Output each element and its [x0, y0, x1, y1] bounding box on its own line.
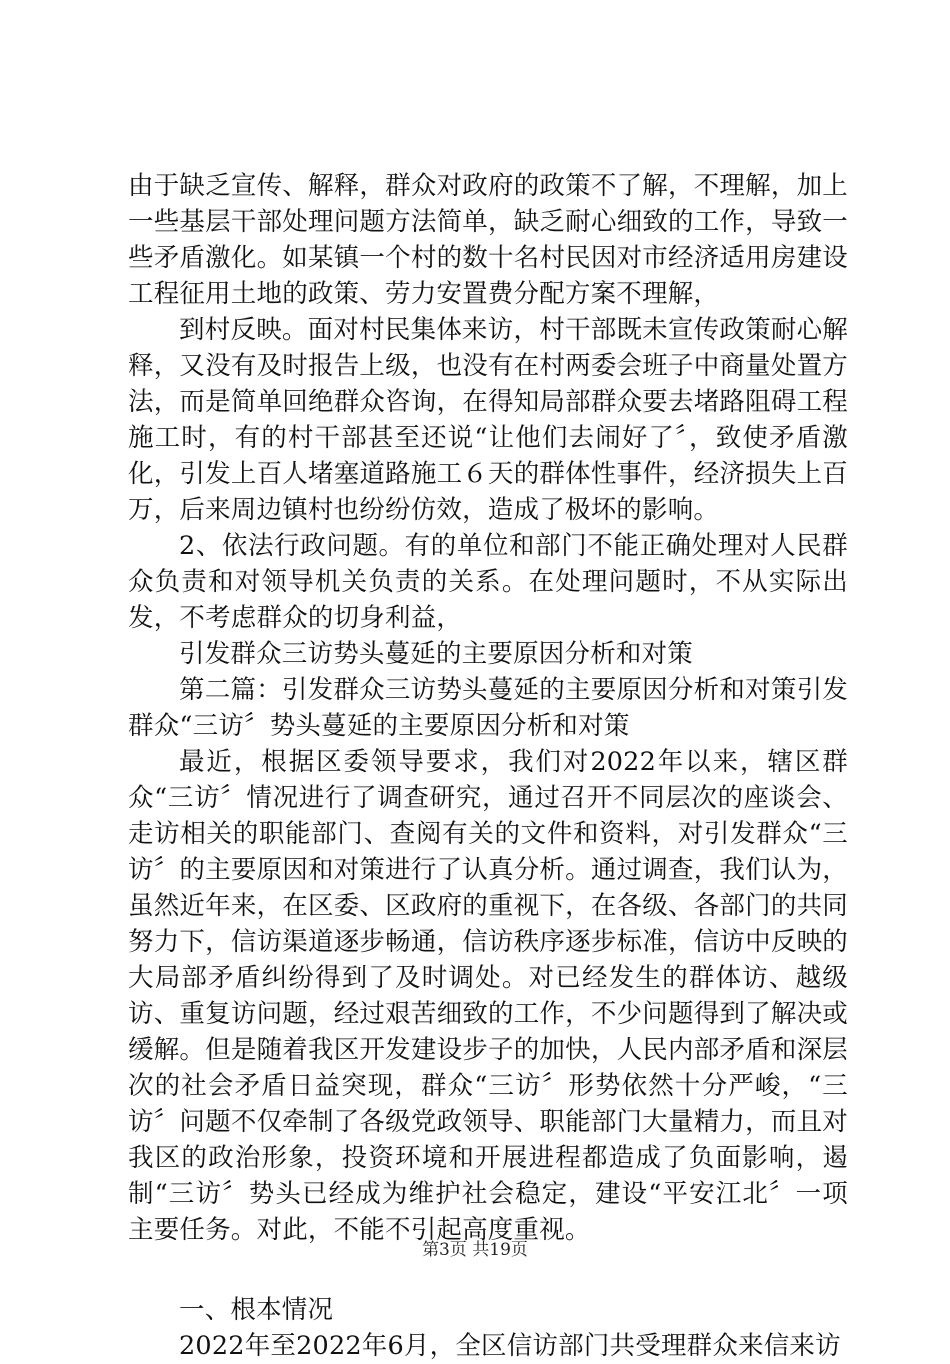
paragraph-land-policy: 由于缺乏宣传、解释，群众对政府的政策不了解，不理解，加上一些基层干部处理问题方法简单，缺乏耐心细致的工作，导致一些矛盾激化。如某镇一个村的数十名村民因对市经济适用房建设工程征用土地的政策、劳力安置费分配方案不理解， — [128, 171, 848, 309]
page-number-footer: 第3页 共19页 — [422, 1240, 528, 1260]
document-body — [128, 168, 848, 1364]
paragraph-investigation: 最近，根据区委领导要求，我们对2022年以来，辖区群众“三访〞情况进行了调查研究，通过召开不同层次的座谈会、走访相关的职能部门、查阅有关的文件和资料，对引发群众“三访〞的主要原因和对策进行了认真分析。通过调查，我们认为，虽然近年来，在区委、区政府的重视下，在各级、各部门的共同努力下，信访渠道逐步畅通，信访秩序逐步标准，信访中反映的大局部矛盾纠纷得到了及时调处。对已经发生的群体访、越级访、重复访问题，经过艰苦细致的工作，不少问题得到了解决或缓解。但是随着我区开发建设步子的加快，人民内部矛盾和深层次的社会矛盾日益突现，群众“三访〞形势依然十分严峻，“三访〞问题不仅牵制了各级党政领导、职能部门大量精力，而且对我区的政治形象，投资环境和开展进程都造成了负面影响，遏制“三访〞势头已经成为维护社会稳定，建设“平安江北〞一项主要任务。对此，不能不引起高度重视。 — [128, 747, 848, 1245]
chapter-title: 第二篇：引发群众三访势头蔓延的主要原因分析和对策引发群众“三访〞势头蔓延的主要原因分析和对策 — [128, 675, 848, 741]
paragraph-village-petition: 到村反映。面对村民集体来访，村干部既未宣传政策耐心解释，又没有及时报告上级，也没有在村两委会班子中商量处置方法，而是简单回绝群众咨询，在得知局部群众要去堵路阻碍工程施工时，有的村干部甚至还说“让他们去闹好了〞，致使矛盾激化，引发上百人堵塞道路施工６天的群体性事件，经济损失上百万，后来周边镇村也纷纷仿效，造成了极坏的影响。 — [128, 315, 848, 525]
section-heading: 引发群众三访势头蔓延的主要原因分析和对策 — [179, 639, 694, 669]
paragraph-lawful-administration: 2、依法行政问题。有的单位和部门不能正确处理对人民群众负责和对领导机关负责的关系。在处理问题时，不从实际出发，不考虑群众的切身利益， — [128, 531, 848, 633]
subsection-heading: 一、根本情况 — [179, 1295, 334, 1325]
paragraph-statistics: 2022年至2022年6月，全区信访部门共受理群众来信来访 — [179, 1331, 841, 1361]
